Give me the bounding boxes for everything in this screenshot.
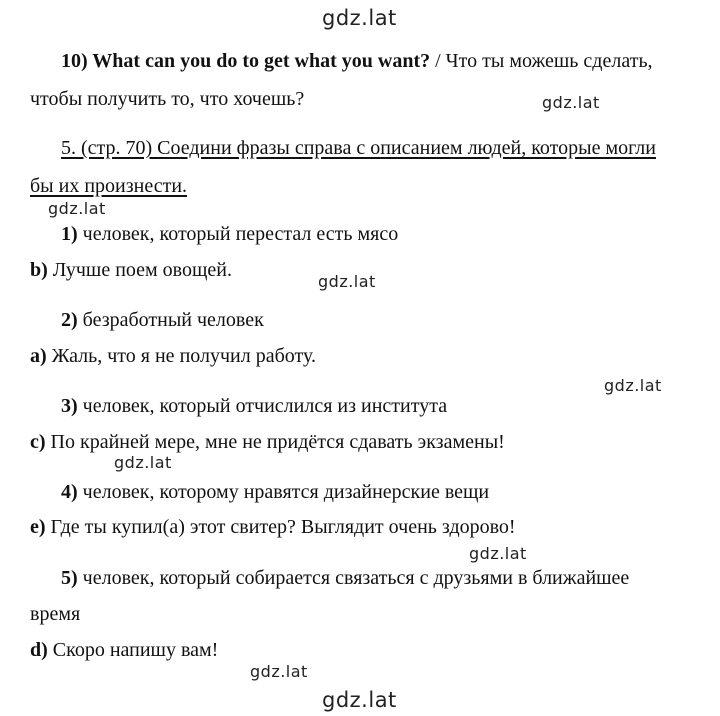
answer-text: Жаль, что я не получил работу. — [46, 345, 316, 367]
answer-letter: a) — [30, 345, 47, 367]
task-5-heading-line-2: бы их произнести. — [30, 175, 188, 197]
watermark-top: gdz.lat — [322, 6, 397, 30]
answer-letter: c) — [30, 431, 46, 453]
item-number: 1) — [61, 223, 78, 245]
answer-letter: d) — [30, 639, 48, 661]
item-number: 3) — [61, 395, 78, 417]
item-description-text: человек, который собирается связаться с друзьями в ближайшее — [77, 567, 630, 589]
item-answer — [30, 432, 505, 452]
task-5-heading-line-1: 5. (стр. 70) Соедини фразы справа с описанием людей, которые могли — [61, 137, 656, 159]
item-description — [61, 396, 447, 416]
watermark: gdz.lat — [542, 93, 600, 112]
item-answer — [30, 640, 218, 660]
item-description-continuation: время — [30, 603, 81, 625]
item-description — [61, 482, 489, 502]
item-number: 2) — [61, 309, 78, 331]
item-number: 5) — [61, 567, 78, 589]
question-10-line-2: чтобы получить то, что хочешь? — [30, 88, 305, 110]
watermark-bottom: gdz.lat — [322, 688, 397, 712]
item-description — [61, 310, 264, 330]
question-10-translation: / Что ты можешь сделать, — [430, 50, 653, 72]
item-description-text: человек, которому нравятся дизайнерские вещи — [77, 481, 490, 503]
item-description-text: человек, который отчислился из института — [77, 395, 448, 417]
answer-text: Где ты купил(а) этот свитер? Выглядит очень здорово! — [45, 516, 516, 538]
answer-letter: e) — [30, 516, 46, 538]
answer-text: Скоро напишу вам! — [47, 639, 219, 661]
item-description — [61, 568, 629, 588]
item-number: 4) — [61, 481, 78, 503]
question-10-title: 10) What can you do to get what you want? — [61, 50, 431, 72]
watermark: gdz.lat — [469, 544, 527, 563]
question-10-line-1 — [61, 51, 653, 71]
watermark: gdz.lat — [250, 662, 308, 681]
item-description-text: человек, который перестал есть мясо — [77, 223, 399, 245]
item-answer — [30, 260, 232, 280]
watermark: gdz.lat — [604, 376, 662, 395]
watermark: gdz.lat — [48, 199, 106, 218]
answer-letter: b) — [30, 259, 48, 281]
item-description — [61, 224, 398, 244]
item-description-text: безработный человек — [77, 309, 264, 331]
watermark: gdz.lat — [318, 272, 376, 291]
item-answer — [30, 346, 316, 366]
answer-text: Лучше поем овощей. — [47, 259, 232, 281]
item-answer — [30, 517, 516, 537]
watermark: gdz.lat — [114, 453, 172, 472]
answer-text: По крайней мере, мне не придётся сдавать экзамены! — [45, 431, 505, 453]
